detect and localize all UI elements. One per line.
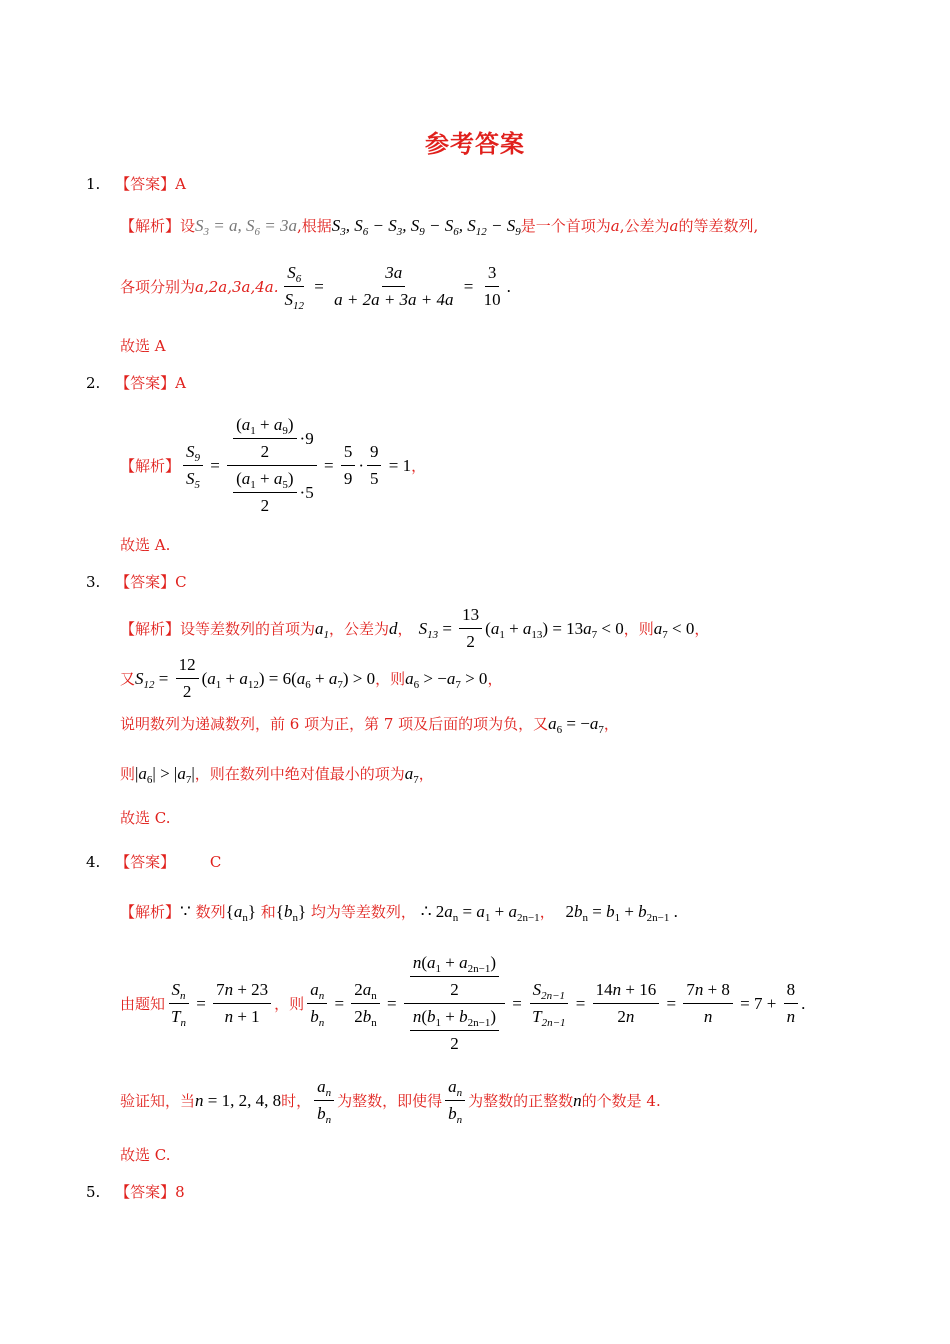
page-title: 参考答案 <box>425 129 525 158</box>
q3-analysis-line2: 又 $S_{12}$ = $\frac{12}{2}$ $(a_1 + a_{12}) = 6(a_6 + a_7) > 0$ ，则 $a_6 > -a_7 > 0$ ， <box>120 655 503 701</box>
q1-conclusion: 故选 A <box>120 337 166 355</box>
q1-analysis-line1: 【解析】设$S_3 = a$, $S_6 = 3a$,根据$S_3$, $S_6 - S_3$, $S_9 - S_6$, $S_{12} - S_9$是一个首项为a,公差为a的等差数列, <box>120 216 759 238</box>
q4-analysis-line1: 【解析】∵ 数列$\{a_n\}$ 和$\{b_n\}$ 均为等差数列， ∴ $2a_n = a_1 + a_{2n-1}$， $2b_n = b_1 + b_{2n-1}$ . <box>120 902 678 924</box>
q1-answer: 【答案】A <box>115 175 186 193</box>
q2-conclusion: 故选 A. <box>120 536 171 554</box>
q2-answer: 【答案】A <box>115 374 186 392</box>
q4-conclusion: 故选 C. <box>120 1146 171 1164</box>
q3-header: 3. 【答案】C <box>86 573 187 591</box>
q1-analysis-line2: 各项分别为 a,2a,3a,4a. $\frac{S_6}{S_{12}}$ = $\frac{3a}{a + 2a + 3a + 4a}$ = $\frac{3}{10}$ . <box>120 263 511 312</box>
q3-answer: 【答案】C <box>115 573 187 591</box>
q4-header: 4. 【答案】 C <box>86 853 222 871</box>
q4-analysis-line3: 验证知，当 n = 1, 2, 4, 8 时， $\frac{a_n}{b_n}$ 为整数，即使得 $\frac{a_n}{b_n}$ 为整数的正整数 n 的个数是 4. <box>120 1077 661 1126</box>
q5-header: 5. 【答案】8 <box>86 1183 185 1201</box>
q2-analysis: 【解析】 $\frac{S_9}{S_5}$ = $\frac{(a_1 + a_9)}{2}$ ·9 $\frac{(a_1 + a_5)}{2}$ ·5 = $\frac{5}{9}$ · $\frac{9}{5}$ = 1 ， <box>120 415 427 515</box>
q1-header: 1. 【答案】A <box>86 175 186 193</box>
q3-conclusion: 故选 C. <box>120 809 171 827</box>
q4-analysis-line2: 由题知 $\frac{S_n}{T_n}$ = $\frac{7n + 23}{n + 1}$ ，则 $\frac{a_n}{b_n}$ = $\frac{2a_n}{2b_n}$ = $\frac{\frac{n(a_1 + a_{2n-1})}{2}}{\frac{n(b_1 + b_{2n-1})}{2}}$ = $\frac{S_{2n-1}}{T_{2n-1}}$ = $\frac{14n + 16}{2n}$ = $\frac{7n + 8}{n}$ = 7 + $\frac{8}{n}$ . <box>120 953 806 1053</box>
q3-analysis-line4: 则$|a_6| > |a_7|$，则在数列中绝对值最小的项为$a_7$， <box>120 764 434 786</box>
q3-analysis-line1: 【解析】 设等差数列的首项为 $a_1$ ，公差为 d ， $S_{13}$ = $\frac{13}{2}$ $(a_1 + a_{13}) = 13a_7 < 0$ ，则 $a_7 < 0$ ， <box>120 605 710 651</box>
q4-answer: 【答案】 <box>115 853 176 871</box>
q5-answer: 【答案】8 <box>115 1183 185 1201</box>
q3-analysis-line3: 说明数列为递减数列，前 6 项为正，第 7 项及后面的项为负，又$a_6 = -a_7$， <box>120 714 619 736</box>
q2-header: 2. 【答案】A <box>86 374 186 392</box>
